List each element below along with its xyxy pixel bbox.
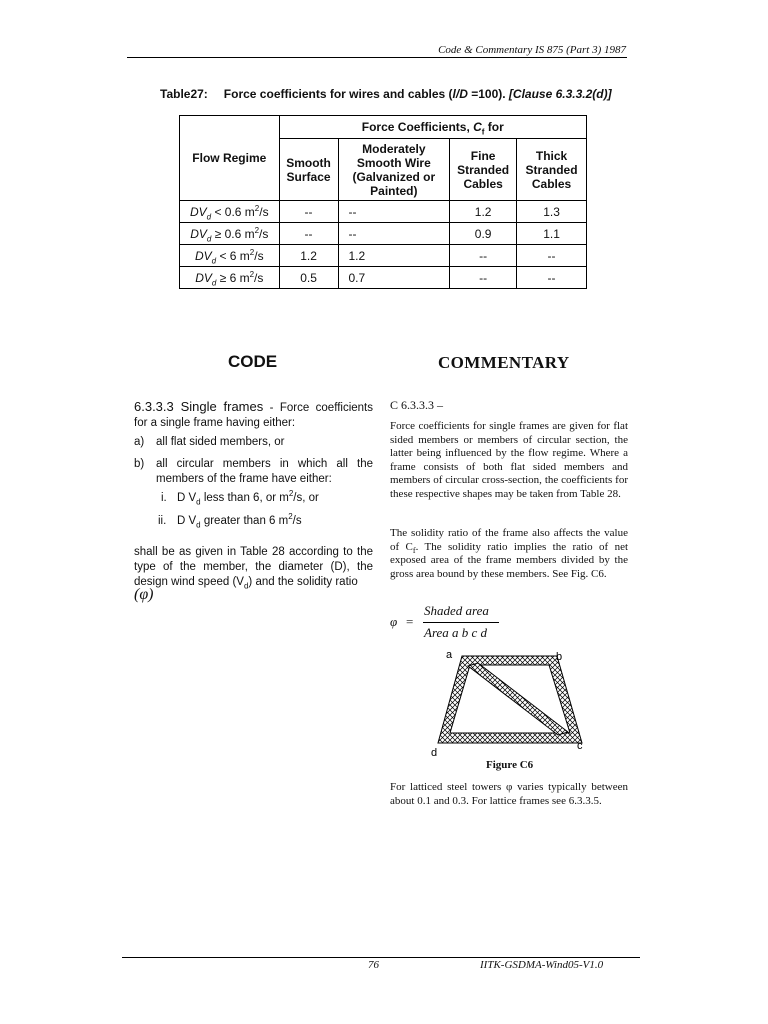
figure-caption: Figure C6 xyxy=(486,759,534,771)
label-c: c xyxy=(577,740,583,752)
regime-cell: $DV_d \ge 6$ $m^2/s$ xyxy=(180,267,280,289)
table-cell: 0.9 xyxy=(450,223,517,245)
table-row xyxy=(180,223,587,245)
commentary-paragraph: Force coefficients for single frames are given for flat sided members or members of circular section, the latter being influenced by the flow regime. Where a frame consists of both flat sided members and members of circular cross-section, the coefficients for these respective shapes may be taken from Table 28. xyxy=(390,420,628,500)
table-cell: 1.2 xyxy=(338,245,450,267)
commentary-paragraph: For latticed steel towers φ varies typically between about 0.1 and 0.3. For lattice frames see 6.3.3.5. xyxy=(390,781,628,807)
eq-fraction-bar xyxy=(423,622,499,623)
table-caption-clause: [Clause 6.3.3.2(d)] xyxy=(508,87,612,101)
eq-phi: φ xyxy=(390,614,398,629)
footer-rule xyxy=(122,957,640,958)
table-cell: -- xyxy=(338,223,450,245)
list-item-text: all circular members in which all the members of the frame have either: xyxy=(156,458,373,485)
table-cell: 0.7 xyxy=(338,267,450,289)
table-cell: 1.2 xyxy=(450,201,517,223)
label-d: d xyxy=(431,747,438,759)
group-header-suffix: for xyxy=(484,120,504,134)
commentary-number: C 6.3.3.3 – xyxy=(390,398,444,412)
frame-figure xyxy=(425,645,595,760)
regime-cell: $DV_d < 6$ $m^2/s$ xyxy=(180,245,280,267)
regime-cell: $DV_d \ge 0.6$ $m^2/s$ xyxy=(180,223,280,245)
sublist-item-label: i. xyxy=(161,492,167,504)
eq-denominator: Area a b c d xyxy=(424,625,488,640)
table-row xyxy=(180,267,587,289)
running-header: Code & Commentary IS 875 (Part 3) 1987 xyxy=(438,44,626,56)
table-cell: -- xyxy=(279,201,338,223)
eq-numerator: Shaded area xyxy=(424,603,489,618)
col-header-moderately-smooth: Moderately Smooth Wire (Galvanized or Painted) xyxy=(338,139,450,201)
solidity-ratio-equation xyxy=(390,603,520,643)
page-number: 76 xyxy=(368,959,379,971)
col-header-fine-stranded: Fine Stranded Cables xyxy=(450,139,517,201)
label-a: a xyxy=(446,649,453,661)
col-header-thick-stranded: Thick Stranded Cables xyxy=(517,139,587,201)
section-intro-text: - Force coefficients for a single frame having either: xyxy=(134,402,373,429)
table-cell: -- xyxy=(279,223,338,245)
table-caption xyxy=(160,87,612,101)
section-number: 6.3.3.3 Single frames xyxy=(134,399,264,414)
sublist-item-text: D $V_d$ less than 6, or $m^2/s$, or xyxy=(177,489,319,507)
table-caption-mid: =100). xyxy=(467,87,509,101)
phi-symbol: (φ) xyxy=(134,586,154,603)
commentary-heading: COMMENTARY xyxy=(438,353,570,372)
header-rule xyxy=(127,57,627,58)
table-cell: -- xyxy=(450,245,517,267)
table-cell: -- xyxy=(517,267,587,289)
col-group-header xyxy=(279,116,586,139)
col-header-flow-regime: Flow Regime xyxy=(180,116,280,201)
force-coefficient-table xyxy=(179,115,587,289)
group-header-symbol: C xyxy=(473,120,482,134)
table-caption-ld: l/D xyxy=(452,87,468,101)
label-b: b xyxy=(556,651,563,663)
table-cell: 1.3 xyxy=(517,201,587,223)
commentary-paragraph: The solidity ratio of the frame also affects the value of $C_f$. The solidity ratio implies the ratio of net exposed area of the frame members divided by the gross area bound by these members. See Fig. C6. xyxy=(390,527,629,580)
table-cell: -- xyxy=(517,245,587,267)
table-cell: 0.5 xyxy=(279,267,338,289)
code-heading: CODE xyxy=(228,352,278,371)
group-header-text: Force Coefficients, xyxy=(361,120,474,134)
list-item-label: a) xyxy=(134,436,145,448)
table-cell: 1.2 xyxy=(279,245,338,267)
document-id: IITK-GSDMA-Wind05-V1.0 xyxy=(480,959,604,971)
sublist-item-label: ii. xyxy=(158,515,167,527)
table-cell: -- xyxy=(450,267,517,289)
list-item-label: b) xyxy=(134,458,145,470)
table-caption-title: Force coefficients for wires and cables ( xyxy=(223,87,453,101)
table-row xyxy=(180,245,587,267)
table-cell: -- xyxy=(338,201,450,223)
code-shall-paragraph: shall be as given in Table 28 according to the type of the member, the diameter (D), the design wind speed $(V_d)$ and the solidity ratio xyxy=(134,546,373,591)
sublist-item-text: D $V_d$ greater than 6 $m^2/s$ xyxy=(177,512,302,530)
col-header-smooth: Smooth Surface xyxy=(279,139,338,201)
regime-cell: $DV_d < 0.6$ $m^2/s$ xyxy=(180,201,280,223)
table-row xyxy=(180,201,587,223)
group-header-symbol-sub: f xyxy=(481,127,485,137)
table-caption-label: Table27: xyxy=(160,87,208,101)
eq-equals: = xyxy=(406,614,414,629)
list-item-text: all flat sided members, or xyxy=(156,436,285,448)
code-section-intro xyxy=(134,399,373,431)
table-cell: 1.1 xyxy=(517,223,587,245)
